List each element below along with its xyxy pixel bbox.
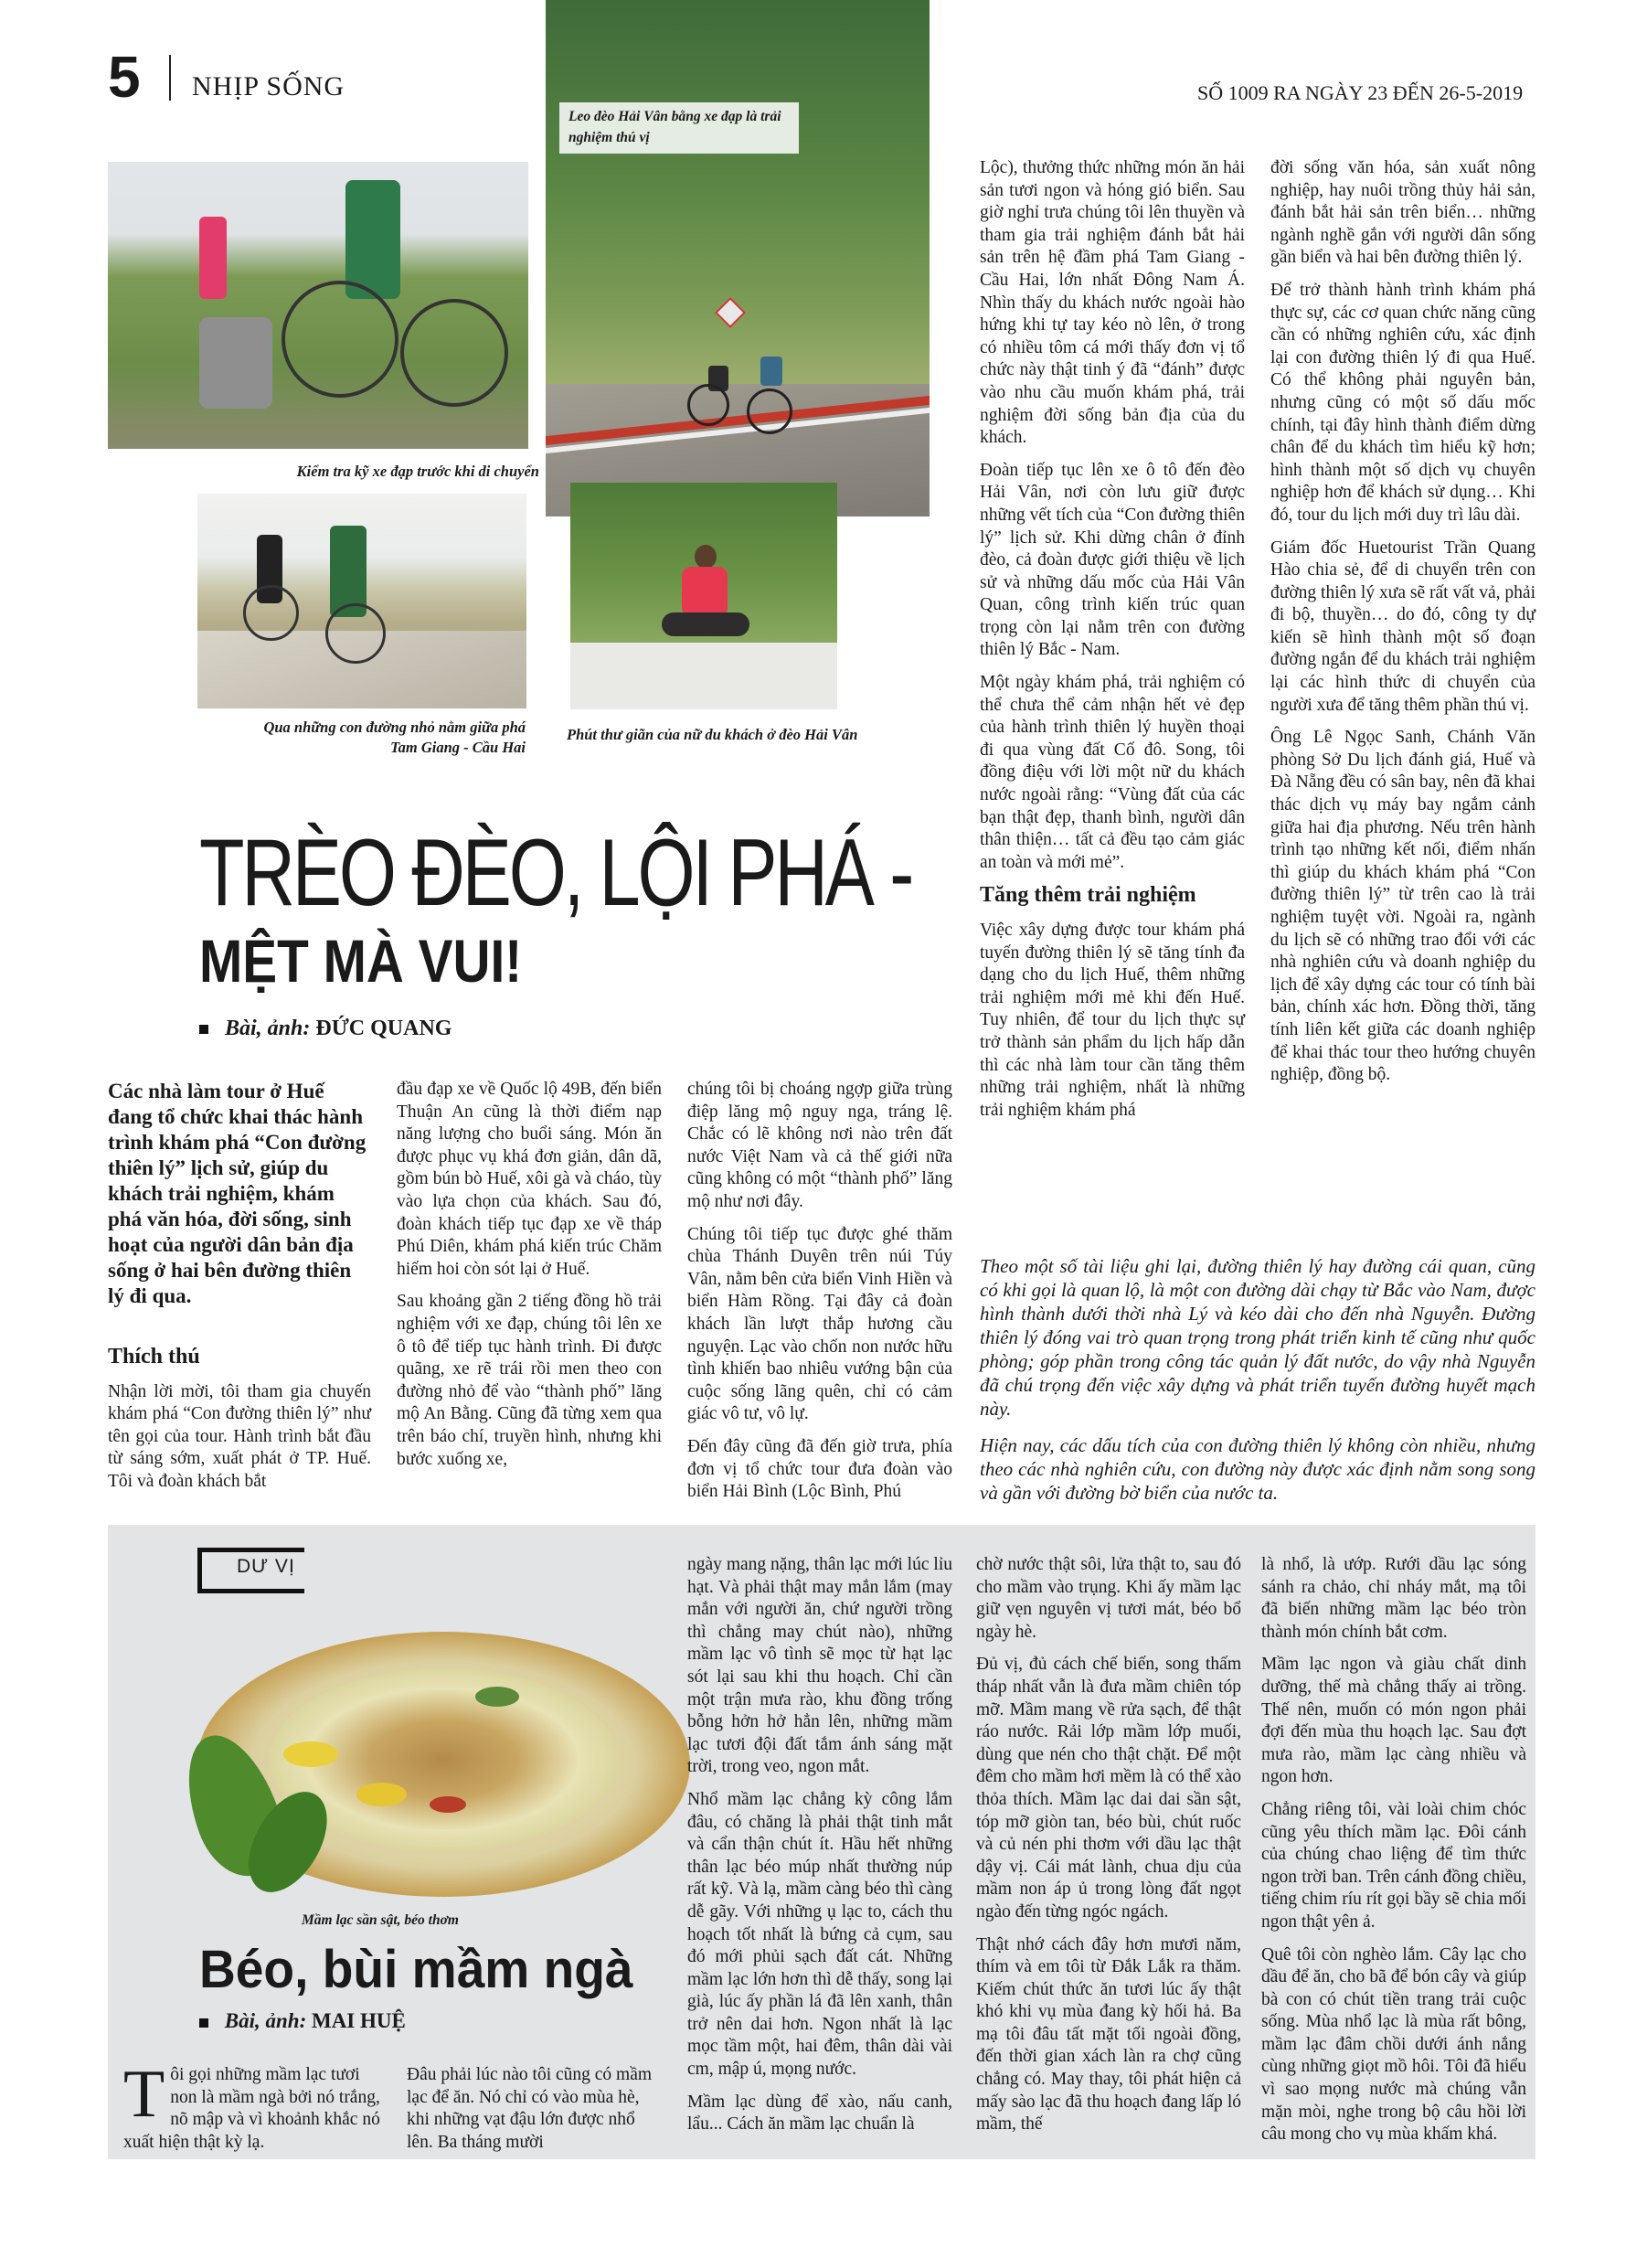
caption-top-right: Leo đèo Hải Vân bằng xe đạp là trải nghiệm thú vị bbox=[568, 109, 781, 145]
paragraph: Ông Lê Ngọc Sanh, Chánh Văn phòng Sở Du lịch đánh giá, Huế và Đà Nẵng đều có sân bay, nên đã khai thác dịch vụ máy bay ngắm cảnh giữa hai địa phương. Nếu trên hành trình tạo những kết nối, điểm nhấn thì giúp du khách khám phá “Con đường thiên lý” từ trên cao là trải nghiệm tuyệt vời. Ngoài ra, ngành du lịch sẽ có những trao đổi với các nhà nghiên cứu và doanh nghiệp du lịch để xây dựng các tour có tính bài bản, chính xác hơn. Đồng thời, tăng tính liên kết giữa các doanh nghiệp để khai thác tour theo hướng chuyên nghiệp, đồng bộ. bbox=[1270, 728, 1535, 1085]
caption-woman: Phút thư giãn của nữ du khách ở đèo Hải Vân bbox=[567, 726, 858, 743]
article2-column-1 bbox=[123, 2057, 388, 2164]
photo-woman-meditating bbox=[570, 483, 837, 709]
du-vi-label bbox=[197, 1548, 304, 1593]
paragraph: chúng tôi bị choáng ngợp giữa trùng điệp lăng mộ nguy nga, tráng lệ. Chắc có lẽ không nơi nào trên đất nước Việt Nam và cả thế giới nữa cũng không có một “thành phố” lăng mộ như nơi đây. bbox=[687, 1080, 952, 1211]
byline-label: Bài, ảnh: bbox=[225, 1017, 311, 1040]
paragraph: Mầm lạc dùng để xào, nấu canh, lẩu... Cách ăn mầm lạc chuẩn là bbox=[687, 2092, 952, 2135]
paragraph: Giám đốc Huetourist Trần Quang Hào chia sẻ, để di chuyển trên con đường thiên lý xưa sẽ rất vất vả, phải đi bộ, thuyền… do đó, công ty dự kiến sẽ hình thành một số đoạn đường ngắn để du khách trải nghiệm lại các hình thức di chuyển của người xưa để tăng thêm phần thú vị. bbox=[1270, 538, 1535, 715]
paragraph: Nhổ mầm lạc chẳng kỳ công lắm đâu, có chăng là phải thật tinh mắt và cẩn thận chút ít. Hầu hết những thân lạc béo múp nhất thường núp rất kỹ. Và lạ, mầm càng béo thì càng dễ gãy. Với những ụ lạc to, cách thu hoạch tốt nhất là bứng cả cụm, sau đó mới phủi sạch đất cát. Những mầm lạc lớn hơn thì dễ thấy, song lại già, lúc ấy phần lá đã lên xanh, thân trở nên dai hơn. Ngon nhất là lạc mọc tầm một, hai đêm, thân dài vài cm, mập ú, mọng nước. bbox=[687, 1789, 952, 2080]
paragraph: Đoàn tiếp tục lên xe ô tô đến đèo Hải Vân, nơi còn lưu giữ được những vết tích của “Con đường thiên lý” lịch sử. Khi dừng chân ở đỉnh đèo, cả đoàn được giới thiệu về lịch sử và những dấu mốc của Hải Vân Quan, công trình kiến trúc quan trọng còn lại nằm trên con đường thiên lý Bắc - Nam. bbox=[980, 460, 1245, 660]
photo-lagoon-road bbox=[197, 494, 526, 708]
byline bbox=[199, 1017, 452, 1041]
header-divider bbox=[169, 55, 171, 101]
subhead-thich-thu: Thích thú bbox=[108, 1345, 200, 1368]
section-title: NHỊP SỐNG bbox=[192, 71, 345, 101]
byline-bullet bbox=[199, 2018, 208, 2028]
paragraph: Để trở thành hành trình khám phá thực sự, các cơ quan chức năng cũng cần có những nghiên cứu, xác định lại con đường thiên lý đi qua Huế. Có thể không phải nguyên bản, nhưng cũng có một số dấu mốc chính, tại đây hình thành điểm dừng chân để du khách tìm hiểu kỹ hơn; hình thành một số dịch vụ chuyên nghiệp hơn để khách sử dụng… Khi đó, tour du lịch mới duy trì lâu dài. bbox=[1270, 280, 1535, 525]
caption-dish: Mầm lạc sần sật, béo thơm bbox=[302, 1912, 459, 1928]
photo-hai-van-cyclists bbox=[546, 0, 930, 516]
paragraph: Quê tôi còn nghèo lắm. Cây lạc cho dầu để ăn, cho bã để bón cây và giúp bà con có chút tiền trang trải cuộc sống. Mùa nhổ lạc là mùa rất bông, mầm lạc đâm chồi dưới ánh nắng cùng những giọt mồ hôi. Tôi đã hiểu vì sao mọng nước mà chúng vẫn mặn mòi, nghe trong bộ câu hồi lời câu mong cho vụ mùa khấm khá. bbox=[1261, 1944, 1526, 2145]
article1-column-1 bbox=[108, 1079, 371, 1504]
paragraph: Lộc), thưởng thức những món ăn hải sản tươi ngon và hóng gió biển. Sau giờ nghỉ trưa chúng tôi lên thuyền và tham gia trải nghiệm đánh bắt hải sản trên hệ đầm phá Tam Giang - Cầu Hai, lớn nhất Đông Nam Á. Nhìn thấy du khách nước ngoài hào hứng khi tự tay kéo nò lên, ở trong có nhiều tôm cá mới thấy đơn vị tổ chức này thật tinh ý đã “đánh” được vào nhu cầu muốn khám phá, trải nghiệm đời sống bản địa của du khách. bbox=[980, 158, 1245, 448]
byline-label: Bài, ảnh: bbox=[224, 2009, 307, 2032]
paragraph: Đâu phải lúc nào tôi cũng có mầm lạc để ăn. Nó chỉ có vào mùa hè, khi những vạt đậu lớn được nhổ lên. Ba tháng mười bbox=[407, 2065, 653, 2152]
paragraph: chờ nước thật sôi, lửa thật to, sau đó cho mầm vào trụng. Khi ấy mầm lạc giữ vẹn nguyên vị tươi mát, béo bổ ngày hè. bbox=[976, 1555, 1241, 1642]
article1-column-2 bbox=[397, 1079, 662, 1481]
paragraph bbox=[123, 2057, 388, 2154]
article1-column-5 bbox=[1270, 157, 1535, 1097]
paragraph: đời sống văn hóa, sản xuất nông nghiệp, hay nuôi trồng thủy hải sản, đánh bắt hải sản trên biển… những ngành nghề gắn với người dân sống gần biển và hai bên đường thiên lý. bbox=[1270, 158, 1535, 268]
paragraph: Thật nhớ cách đây hơn mươi năm, thím và em tôi từ Đắk Lắk ra thăm. Kiếm chút thức ăn tươi lúc ấy thật khó khi vụ mùa đang kỳ hối hả. Ba mạ tôi đâu tất mặt tối ngoài đồng, đến thời gian xách làn ra chợ cũng chẳng có. May thay, tôi phát hiện cả mấy sào lạc đã thu hoạch đang lấp ló mầm, thế bbox=[976, 1934, 1241, 2135]
du-vi-label-text: DƯ VỊ bbox=[237, 1556, 295, 1577]
paragraph: là nhổ, là ướp. Rưới dầu lạc sóng sánh ra chảo, chỉ nháy mắt, mạ tôi đã biến những mầm lạc béo tròn thành món chính bắt cơm. bbox=[1261, 1555, 1526, 1642]
paragraph: Một ngày khám phá, trải nghiệm có thể chưa thể cảm nhận hết vẻ đẹp của hành trình thiên lý huyền thoại đi qua vùng đất Cố đô. Song, tôi đồng điệu với lời một nữ du khách nước ngoài rằng: “Vùng đất của các bạn thật đẹp, thanh bình, người dân thân thiện… tất cả đều tạo cảm giác an toàn và mới mẻ”. bbox=[980, 673, 1245, 872]
paragraph: Chẳng riêng tôi, vài loài chim chóc cũng yêu thích mầm lạc. Đôi cánh của chúng chao liệng để tìm thức ngon trời ban. Trên cánh đồng chiều, tiếng chim ríu rít gọi bầy sẽ chia mối ngon thật yên ả. bbox=[1261, 1799, 1526, 1932]
article1-column-3 bbox=[687, 1079, 952, 1514]
byline-author: ĐỨC QUANG bbox=[315, 1017, 452, 1040]
article2-column-5 bbox=[1261, 1554, 1526, 2156]
paragraph-text: ôi gọi những mầm lạc tươi non là mầm ngà bởi nó trắng, nõ mập và vì khoảnh khắc nó xuất hiện thật kỳ lạ. bbox=[123, 2065, 380, 2152]
paragraph: Chúng tôi tiếp tục được ghé thăm chùa Thánh Duyên trên núi Túy Vân, nằm bên cửa biển Vinh Hiền và biển Hàm Rồng. Tại đây cả đoàn khách lần lượt thắp hương cầu nguyện. Lạc vào chốn non nước hữu tình khiến bao nhiêu vướng bận của cuộc sống lãng quên, chỉ có cảm giác vô tư, vô lự. bbox=[687, 1224, 952, 1424]
issue-date: SỐ 1009 RA NGÀY 23 ĐẾN 26-5-2019 bbox=[1197, 81, 1524, 104]
lead-paragraph: Các nhà làm tour ở Huế đang tổ chức khai thác hành trình khám phá “Con đường thiên lý” lịch sử, giúp du khách trải nghiệm, khám phá văn hóa, đời sống, sinh hoạt của người dân bản địa sống ở hai bên đường thiên lý đi qua. bbox=[108, 1080, 367, 1307]
caption-bike-check: Kiểm tra kỹ xe đạp trước khi di chuyển bbox=[296, 463, 539, 480]
subhead-tang-them: Tăng thêm trải nghiệm bbox=[980, 883, 1196, 908]
paragraph: Sau khoảng gần 2 tiếng đồng hồ trải nghiệm với xe đạp, chúng tôi lên xe ô tô để tiếp tục hành trình. Đi được quãng, xe rẽ trái rồi men theo con đường nhỏ để vào “thành phố” lăng mộ An Bằng. Cũng đã từng xem qua trên báo chí, truyền hình, nhưng khi bước xuống xe, bbox=[397, 1292, 662, 1469]
article2-title: Béo, bùi mầm ngà bbox=[199, 1940, 633, 1999]
paragraph: Theo một số tài liệu ghi lại, đường thiên lý hay đường cái quan, cũng có khi gọi là quan lộ, là một con đường dài chạy từ Bắc vào Nam, được hình thành dưới thời nhà Lý và kéo dài cho đến nhà Nguyễn. Đường thiên lý đóng vai trò quan trọng trong phát triển kinh tế cũng như quốc phòng; góp phần trong công tác quản lý đất nước, do vậy nhà Nguyễn đã chú trọng đến việc xây dựng và phát triển tuyến đường huyết mạch này. bbox=[980, 1255, 1535, 1420]
photo-bike-check bbox=[108, 162, 528, 449]
dropcap: T bbox=[123, 2057, 165, 2132]
article2-column-3 bbox=[687, 1554, 952, 2146]
paragraph: ngày mang nặng, thân lạc mới lúc lỉu hạt. Và phải thật may mắn lắm (may mắn với người ăn, chứ người trồng thì chẳng may chút nào), những mầm lạc vô tình sẽ mọc từ hạt lạc sót lại sau khi thu hoạch. Chỉ cần một trận mưa rào, khu đồng trống bỗng hởn hở hẳn lên, những mầm lạc tươi đội đất tắm ánh sáng mặt trời, trong veo, ngon mắt. bbox=[687, 1555, 952, 1777]
byline-bullet bbox=[199, 1025, 208, 1034]
paragraph: Đến đây cũng đã đến giờ trưa, phía đơn vị tổ chức tour đưa đoàn vào biển Hải Bình (Lộc Bình, Phú bbox=[687, 1436, 952, 1502]
paragraph: đầu đạp xe về Quốc lộ 49B, đến biển Thuận An cũng là thời điểm nạp năng lượng cho buổi sáng. Món ăn được phục vụ khá đơn giản, dân dã, gồm bún bò Huế, xôi gà và cháo, tùy vào lựa chọn của khách. Sau đó, đoàn khách tiếp tục đạp xe về tháp Phú Diên, khám phá kiến trúc Chăm hiếm hoi còn sót lại ở Huế. bbox=[397, 1080, 662, 1279]
article1-column-4 bbox=[980, 157, 1245, 1132]
paragraph: Mầm lạc ngon và giàu chất dinh dưỡng, thế mà chẳng thấy ai trồng. Thế nên, muốn có món ngon phải đợi đến mùa thu hoạch lạc. Sau đợt mưa rào, mầm lạc càng nhiều và ngon hơn. bbox=[1261, 1655, 1526, 1787]
paragraph: Đủ vị, đủ cách chế biến, song thấm tháp nhất vẫn là đưa mầm chiên tóp mỡ. Mầm mang về rửa sạch, để thật ráo nước. Rải lớp mầm lớp muối, dùng que nén cho thật chặt. Để một đêm cho mầm hơi mềm là có thể xào thỏa thích. Mầm lạc dai dai sần sật, tóp mỡ giòn tan, béo bùi, chút ruốc và củ nén phi thơm với dầu lạc thật dậy vị. Cái mát lành, chua dịu của mầm non áp ủ trong lòng đất ngọt ngào đến từng ngóc ngách. bbox=[976, 1655, 1241, 1922]
headline-line2: MỆT MÀ VUI! bbox=[199, 927, 523, 995]
paragraph: Việc xây dựng được tour khám phá tuyến đường thiên lý sẽ tăng tính đa dạng cho du lịch Huế, thêm những trải nghiệm mới mẻ khi đến Huế. Tuy nhiên, để tour du lịch thực sự trở thành sản phẩm du lịch hấp dẫn thì các nhà làm tour cần tăng thêm những trải nghiệm, nhất là những trải nghiệm khám phá bbox=[980, 921, 1245, 1120]
article2-column-2 bbox=[407, 2064, 658, 2164]
article2-byline bbox=[199, 2009, 406, 2033]
info-box-italic bbox=[980, 1254, 1535, 1515]
caption-lagoon-road: Qua những con đường nhỏ nằm giữa phá Tam Giang - Cầu Hai bbox=[263, 719, 526, 756]
page-number: 5 bbox=[108, 44, 141, 110]
photo-peanut-sprouts-dish bbox=[183, 1604, 695, 1906]
paragraph: Nhận lời mời, tôi tham gia chuyến khám phá “Con đường thiên lý” như tên gọi của tour. Hành trình bắt đầu từ sáng sớm, xuất phát ở TP. Huế. Tôi và đoàn khách bắt bbox=[108, 1381, 371, 1491]
paragraph: Hiện nay, các dấu tích của con đường thiên lý không còn nhiều, nhưng theo các nhà nghiên cứu, con đường này được xác định nằm song song và gần với đường bờ biển của nước ta. bbox=[980, 1434, 1535, 1504]
article2-column-4 bbox=[976, 1554, 1241, 2146]
byline-author: MAI HUỆ bbox=[311, 2009, 406, 2032]
headline-line1: TRÈO ĐÈO, LỘI PHÁ - bbox=[199, 820, 912, 926]
